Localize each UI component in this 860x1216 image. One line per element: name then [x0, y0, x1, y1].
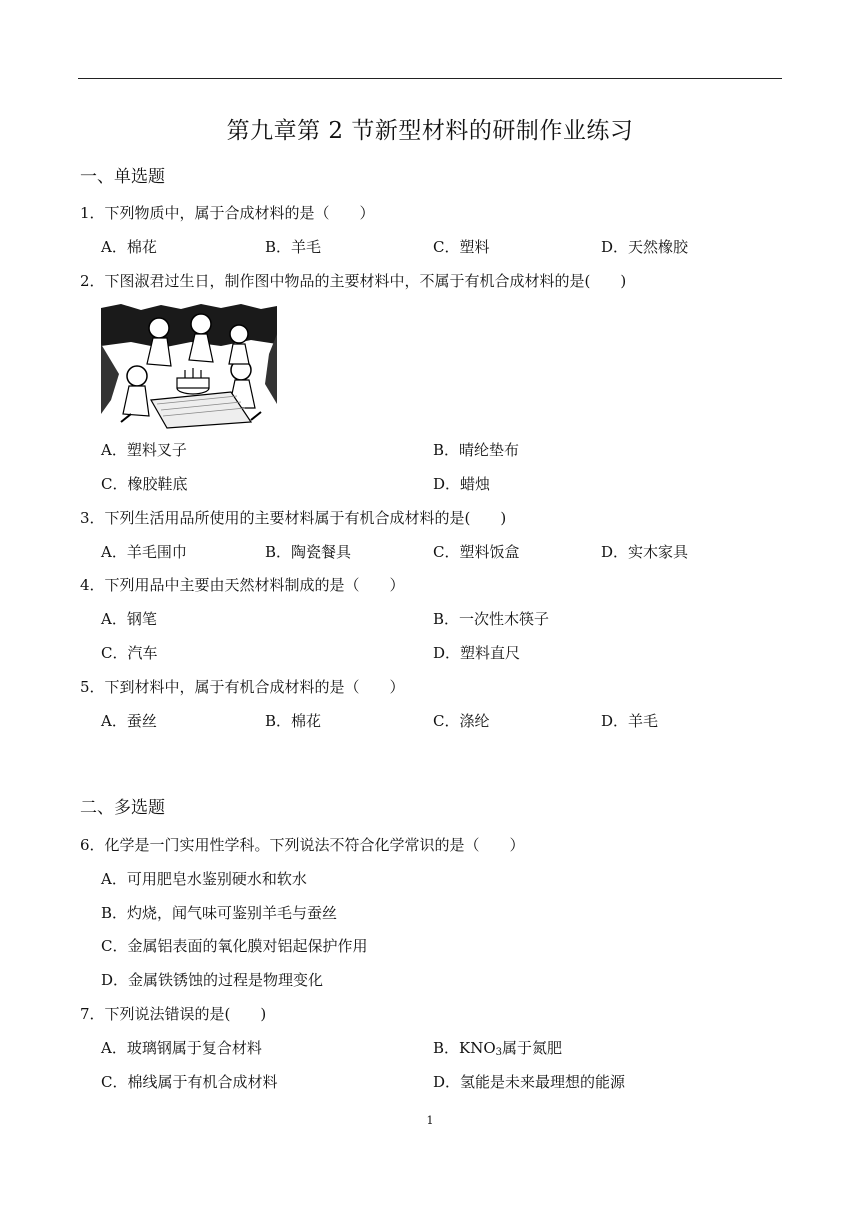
question-6-option-b: B．灼烧，闻气味可鉴别羊毛与蚕丝	[101, 904, 338, 922]
formula-tail: 属于氮肥	[502, 1039, 563, 1057]
question-4-option-d: D．塑料直尺	[433, 644, 521, 662]
question-5-option-a: A．蚕丝	[101, 712, 157, 730]
birthday-party-illustration	[101, 304, 277, 430]
question-2-option-b: B．晴纶垫布	[433, 441, 520, 459]
question-5-option-b: B．棉花	[265, 712, 322, 730]
section-heading-single-choice: 一、单选题	[80, 167, 165, 187]
question-6-stem: 6．化学是一门实用性学科。下列说法不符合化学常识的是（ ）	[80, 836, 525, 854]
question-1-option-a: A．棉花	[101, 238, 157, 256]
question-1-option-d: D．天然橡胶	[601, 238, 689, 256]
question-3-option-a: A．羊毛围巾	[101, 543, 187, 561]
formula-main: KNO	[459, 1039, 496, 1057]
option-b-letter: B．	[433, 1039, 460, 1057]
question-3-option-b: B．陶瓷餐具	[265, 543, 352, 561]
question-7-option-d: D．氢能是未来最理想的能源	[433, 1073, 626, 1091]
formula-subscript: 3	[495, 1047, 503, 1058]
question-4-option-b: B．一次性木筷子	[433, 610, 550, 628]
page-title: 第九章第 2 节新型材料的研制作业练习	[226, 118, 634, 144]
question-4-option-a: A．钢笔	[101, 610, 157, 628]
question-5-option-d: D．羊毛	[601, 712, 659, 730]
question-1-option-b: B．羊毛	[265, 238, 322, 256]
header-rule	[78, 78, 782, 79]
question-2-option-a: A．塑料叉子	[101, 441, 187, 459]
question-7-option-a: A．玻璃钢属于复合材料	[101, 1039, 262, 1057]
question-5-option-c: C．涤纶	[433, 712, 490, 730]
question-2-option-c: C．橡胶鞋底	[101, 475, 188, 493]
question-1-stem: 1．下列物质中，属于合成材料的是（ ）	[80, 204, 375, 222]
question-6-option-c: C．金属铝表面的氧化膜对铝起保护作用	[101, 937, 368, 955]
section-heading-multiple-choice: 二、多选题	[80, 798, 165, 818]
question-7-option-c: C．棉线属于有机合成材料	[101, 1073, 278, 1091]
question-3-option-c: C．塑料饭盒	[433, 543, 520, 561]
question-6-option-d: D．金属铁锈蚀的过程是物理变化	[101, 971, 324, 989]
question-5-stem: 5．下到材料中，属于有机合成材料的是（ ）	[80, 678, 405, 696]
question-2-stem: 2．下图淑君过生日，制作图中物品的主要材料中，不属于有机合成材料的是( )	[80, 272, 627, 290]
question-3-stem: 3．下列生活用品所使用的主要材料属于有机合成材料的是( )	[80, 509, 507, 527]
question-7-option-b	[433, 1037, 562, 1058]
question-4-option-c: C．汽车	[101, 644, 158, 662]
question-7-stem: 7．下列说法错误的是( )	[80, 1005, 267, 1023]
question-3-option-d: D．实木家具	[601, 543, 689, 561]
question-1-option-c: C．塑料	[433, 238, 490, 256]
question-2-option-d: D．蜡烛	[433, 475, 491, 493]
question-4-stem: 4．下列用品中主要由天然材料制成的是（ ）	[80, 576, 405, 594]
question-6-option-a: A．可用肥皂水鉴别硬水和软水	[101, 870, 307, 888]
page-number: 1	[426, 1114, 434, 1127]
